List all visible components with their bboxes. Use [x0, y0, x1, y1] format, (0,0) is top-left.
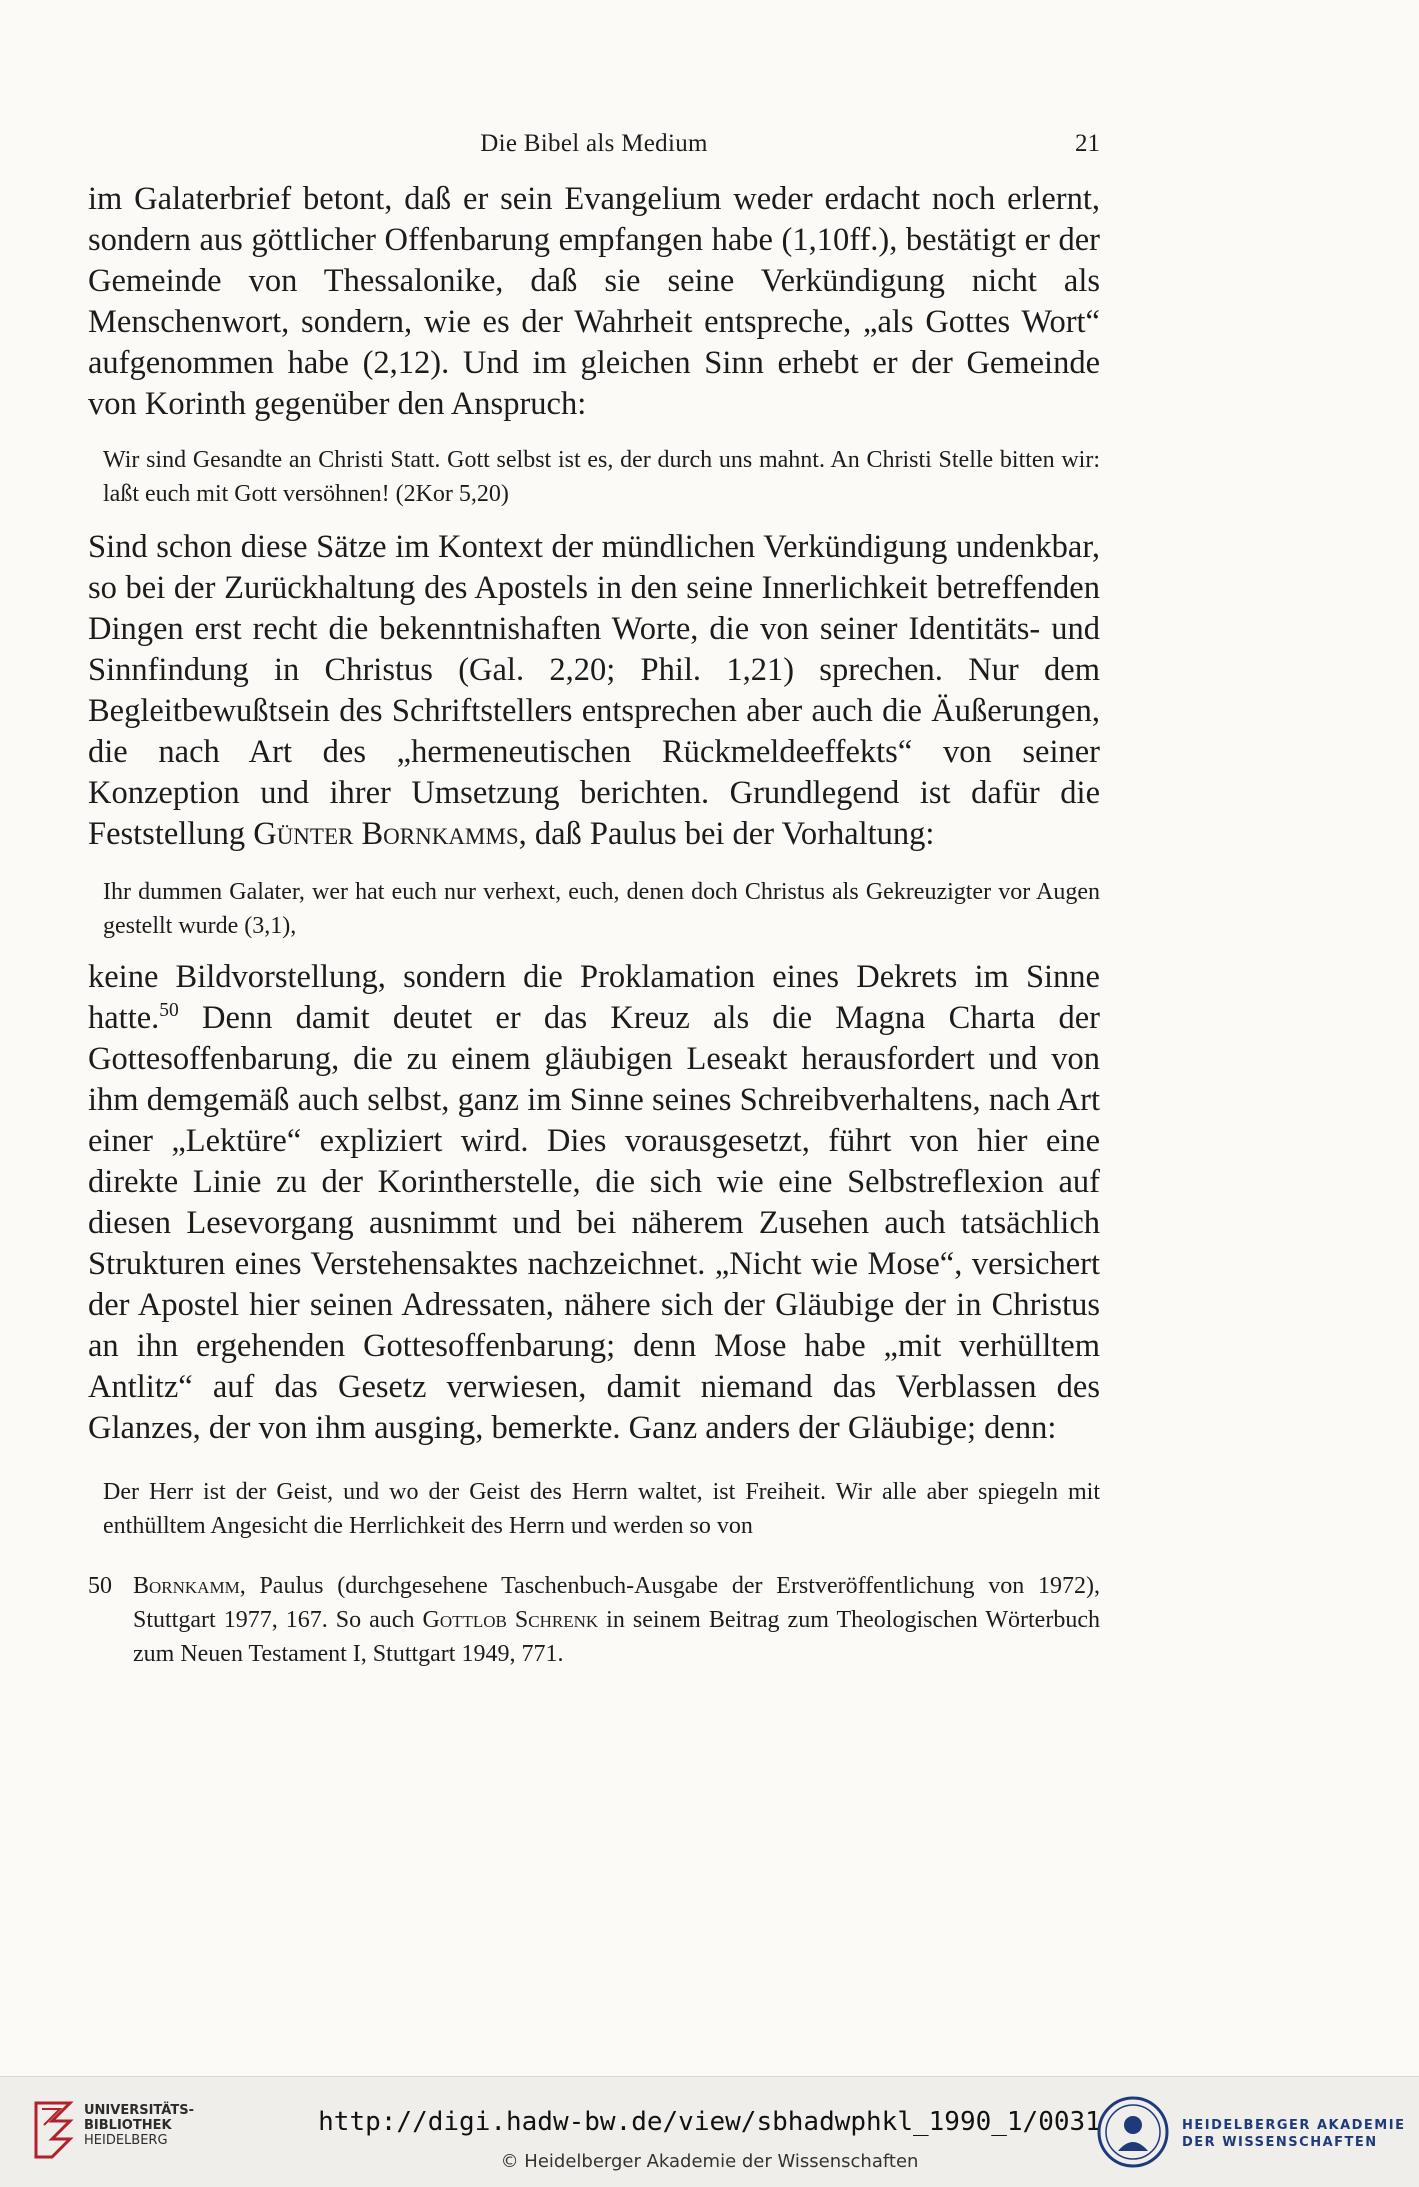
- book-page: [88, 130, 1100, 1671]
- copyright-notice: © Heidelberger Akademie der Wissenschaften: [500, 2151, 919, 2172]
- footnote-text-1: , Paulus (durchgesehene Taschenbuch-Ausgabe der Erstveröffentlichung von 1972), Stuttgart 1977, 167. So auch: [133, 1573, 1100, 1633]
- block-quote-2: Ihr dummen Galater, wer hat euch nur verhext, euch, denen doch Christus als Gekreuzigter vor Augen gestellt wurde (3,1),: [103, 879, 1100, 939]
- running-header: [88, 130, 1100, 170]
- hadw-seal-icon: [1096, 2095, 1170, 2169]
- hadw-name: [1182, 2117, 1405, 2151]
- author-name-bornkamm: Günter Bornkamms: [253, 816, 519, 852]
- paragraph-2: [88, 527, 1100, 855]
- ub-line-3: HEIDELBERG: [84, 2133, 168, 2148]
- running-title: Die Bibel als Medium: [480, 130, 708, 157]
- permalink-url[interactable]: http://digi.hadw-bw.de/view/sbhadwphkl_1990_1/0031: [318, 2107, 1101, 2137]
- footnote-text-2: in seinem Beitrag zum Theologischen Wörterbuch zum Neuen Testament I, Stuttgart 1949, 771.: [133, 1607, 1100, 1667]
- footnote-author-1: Bornkamm: [133, 1573, 240, 1599]
- paragraph-3-text-a: keine Bildvorstellung, sondern die Proklamation eines Dekrets im Sinne hatte.: [88, 959, 1100, 1036]
- footnote-author-2: Gottlob Schrenk: [422, 1607, 599, 1633]
- footnote-number: 50: [88, 1573, 112, 1599]
- block-quote-3: Der Herr ist der Geist, und wo der Geist des Herrn waltet, ist Freiheit. Wir alle aber spiegeln mit enthülltem Angesicht die Herrlichkeit des Herrn und werden so von: [103, 1479, 1100, 1539]
- paragraph-1: im Galaterbrief betont, daß er sein Evangelium weder erdacht noch erlernt, sondern aus göttlicher Offenbarung empfangen habe (1,10ff.), bestätigt er der Gemeinde von Thessalonike, daß sie seine Verkündigung nicht als Menschenwort, sondern, wie es der Wahrheit entspreche, „als Gottes Wort“ aufgenommen habe (2,12). Und im gleichen Sinn erhebt er der Gemeinde von Korinth gegenüber den Anspruch:: [88, 181, 1100, 422]
- ub-line-2: BIBLIOTHEK: [84, 2118, 172, 2133]
- digitization-footer: [0, 2076, 1419, 2187]
- footnote-50: [88, 1569, 1100, 1671]
- block-quote-1: Wir sind Gesandte an Christi Statt. Gott selbst ist es, der durch uns mahnt. An Christi Stelle bitten wir: laßt euch mit Gott versöhnen! (2Kor 5,20): [103, 447, 1100, 507]
- paragraph-3: [88, 957, 1100, 1449]
- paragraph-2-text-b: , daß Paulus bei der Vorhaltung:: [518, 816, 935, 852]
- hadw-line-2: DER WISSENSCHAFTEN: [1182, 2135, 1378, 2150]
- hadw-line-1: HEIDELBERGER AKADEMIE: [1182, 2118, 1406, 2133]
- paragraph-3-text-b: Denn damit deutet er das Kreuz als die Magna Charta der Gottesoffenbarung, die zu einem gläubigen Leseakt herausfordert und von ihm demgemäß auch selbst, ganz im Sinne seines Schreibverhaltens, nach Art einer „Lektüre“ expliziert wird. Dies vorausgesetzt, führt von hier eine direkte Linie zu der Korintherstelle, die sich wie eine Selbstreflexion auf diesen Lesevorgang ausnimmt und bei näherem Zusehen auch tatsächlich Strukturen eines Verstehensaktes nachzeichnet. „Nicht wie Mose“, versichert der Apostel hier seinen Adressaten, nähere sich der Gläubige der in Christus an ihn ergehenden Gottesoffenbarung; denn Mose habe „mit verhülltem Antlitz“ auf das Gesetz verwiesen, damit niemand das Verblassen des Glanzes, der von ihm ausging, bemerkte. Ganz anders der Gläubige; denn:: [88, 1000, 1100, 1446]
- ub-line-1: UNIVERSITÄTS-: [84, 2103, 194, 2118]
- page-number: 21: [1075, 130, 1100, 157]
- footnote-reference: 50: [159, 1000, 179, 1022]
- paragraph-2-text-a: Sind schon diese Sätze im Kontext der mündlichen Verkündigung undenkbar, so bei der Zurückhaltung des Apostels in den seine Innerlichkeit betreffenden Dingen erst recht die bekenntnishaften Worte, die von seiner Identitäts- und Sinnfindung in Christus (Gal. 2,20; Phil. 1,21) sprechen. Nur dem Begleitbewußtsein des Schriftstellers entsprechen aber auch die Äußerungen, die nach Art des „hermeneutischen Rückmeldeeffekts“ von seiner Konzeption und ihrer Umsetzung berichten. Grundlegend ist dafür die Feststellung: [88, 529, 1100, 852]
